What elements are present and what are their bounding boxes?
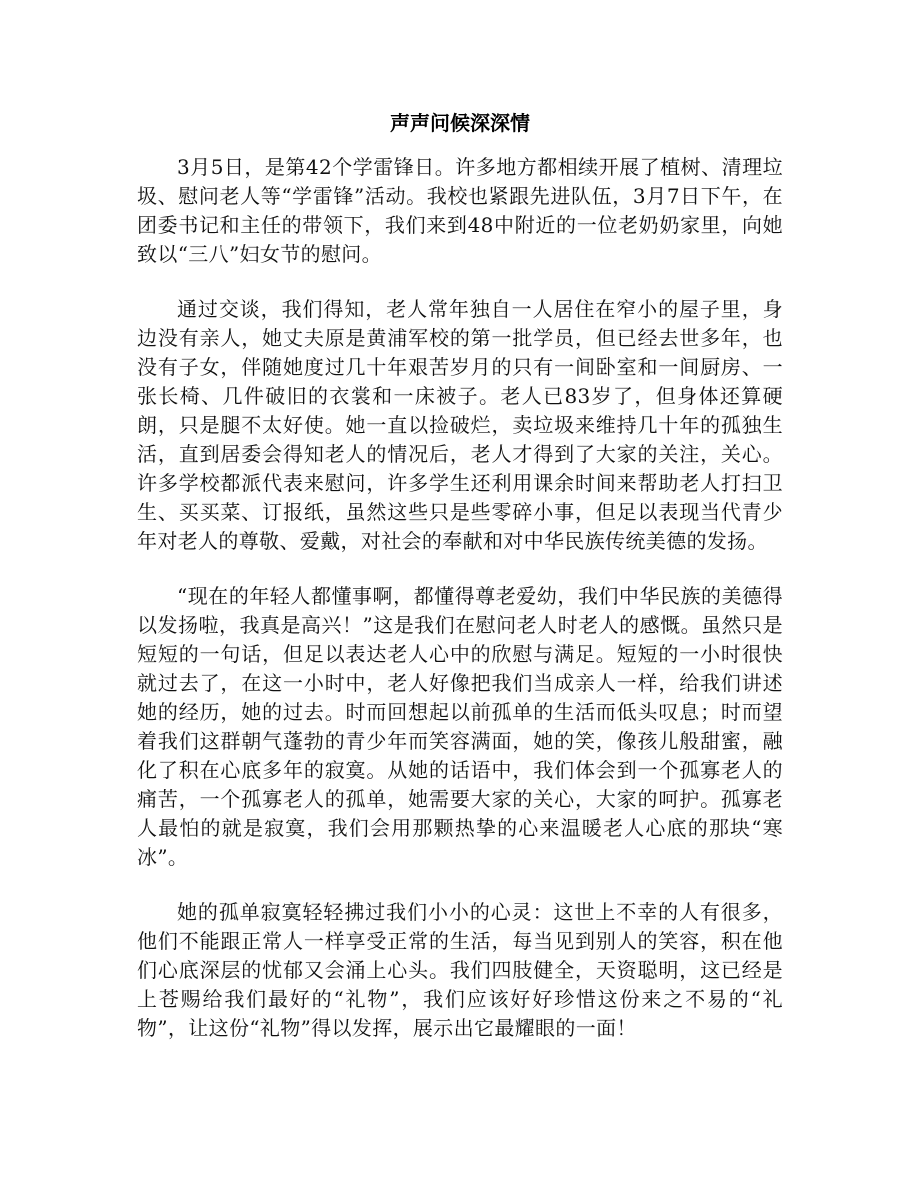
paragraph-2: 通过交谈，我们得知，老人常年独自一人居住在窄小的屋子里，身边没有亲人，她丈夫原是黄浦军校的第一批学员，但已经去世多年，也没有子女，伴随她度过几十年艰苦岁月的只有一间卧室和一间厨房、一张长椅、几件破旧的衣裳和一床被子。老人已83岁了，但身体还算硬朗，只是腿不太好使。她一直以捡破烂，卖垃圾来维持几十年的孤独生活，直到居委会得知老人的情况后，老人才得到了大家的关注，关心。许多学校都派代表来慰问，许多学生还利用课余时间来帮助老人打扫卫生、买买菜、订报纸，虽然这些只是些零碎小事，但足以表现当代青少年对老人的尊敬、爱戴，对社会的奉献和对中华民族传统美德的发扬。 — [137, 297, 783, 553]
paragraph-4: 她的孤单寂寞轻轻拂过我们小小的心灵：这世上不幸的人有很多，他们不能跟正常人一样享受正常的生活，每当见到别人的笑容，积在他们心底深层的忧郁又会涌上心头。我们四肢健全，天资聪明，这已经是上苍赐给我们最好的“礼物”，我们应该好好珍惜这份来之不易的“礼物”，让这份“礼物”得以发挥，展示出它最耀眼的一面！ — [137, 900, 783, 1040]
paragraph-3: “现在的年轻人都懂事啊，都懂得尊老爱幼，我们中华民族的美德得以发扬啦，我真是高兴！”这是我们在慰问老人时老人的感慨。虽然只是短短的一句话，但足以表达老人心中的欣慰与满足。短短的一小时很快就过去了，在这一小时中，老人好像把我们当成亲人一样，给我们讲述她的经历，她的过去。时而回想起以前孤单的生活而低头叹息；时而望着我们这群朝气蓬勃的青少年而笑容满面，她的笑，像孩儿般甜蜜，融化了积在心底多年的寂寞。从她的话语中，我们体会到一个孤寡老人的痛苦，一个孤寡老人的孤单，她需要大家的关心，大家的呵护。孤寡老人最怕的就是寂寞，我们会用那颗热挚的心来温暖老人心底的那块“寒冰”。 — [137, 584, 783, 869]
document-body — [137, 153, 783, 1069]
document-title: 声声问候深深情 — [390, 111, 530, 135]
paragraph-1: 3月5日，是第42个学雷锋日。许多地方都相续开展了植树、清理垃圾、慰问老人等“学雷锋”活动。我校也紧跟先进队伍，3月7日下午，在团委书记和主任的带领下，我们来到48中附近的一位老奶奶家里，向她致以“三八”妇女节的慰问。 — [137, 155, 783, 266]
